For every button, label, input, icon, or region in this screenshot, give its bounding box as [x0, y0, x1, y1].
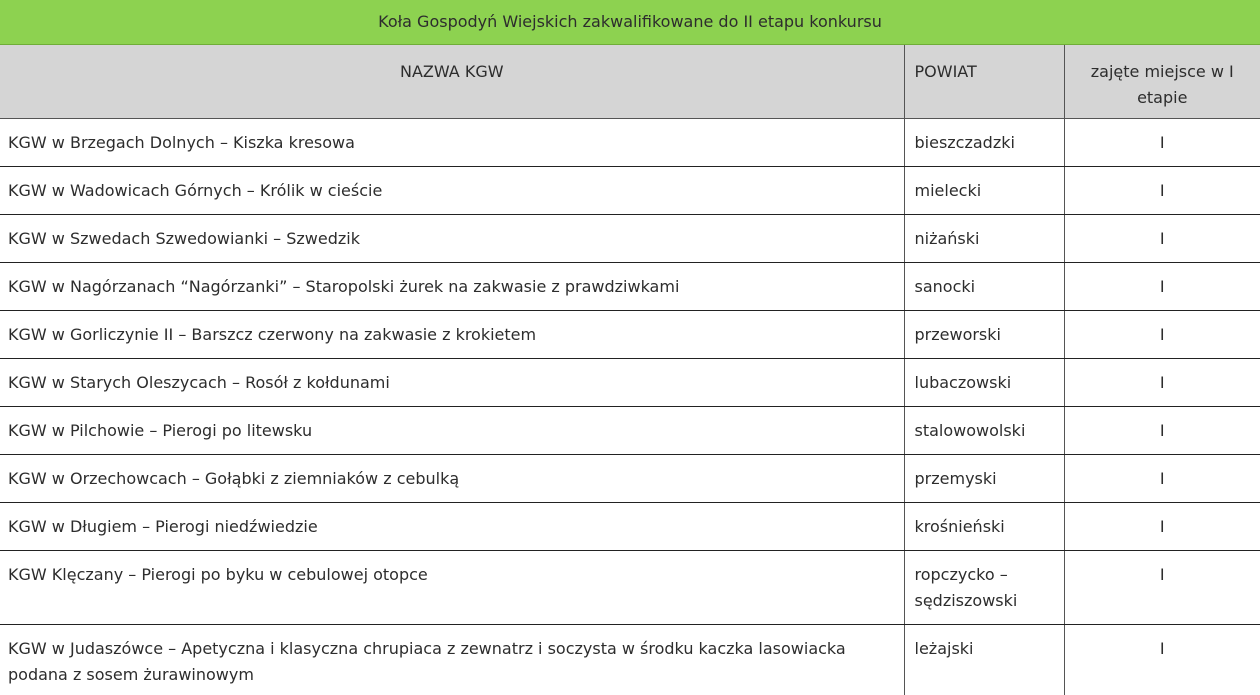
- cell-powiat: krośnieński: [904, 502, 1064, 550]
- cell-powiat: bieszczadzki: [904, 118, 1064, 166]
- header-powiat: POWIAT: [904, 45, 1064, 118]
- cell-powiat: sanocki: [904, 262, 1064, 310]
- cell-name: KGW w Orzechowcach – Gołąbki z ziemniaków z cebulką: [0, 454, 904, 502]
- cell-name: KGW w Nagórzanach “Nagórzanki” – Staropolski żurek na zakwasie z prawdziwkami: [0, 262, 904, 310]
- cell-powiat: leżajski: [904, 624, 1064, 695]
- cell-powiat: przeworski: [904, 310, 1064, 358]
- table-row: [0, 310, 1260, 358]
- table-row: [0, 214, 1260, 262]
- table-row: [0, 406, 1260, 454]
- cell-place: I: [1064, 550, 1260, 624]
- cell-powiat: lubaczowski: [904, 358, 1064, 406]
- cell-place: I: [1064, 262, 1260, 310]
- cell-powiat: ropczycko – sędziszowski: [904, 550, 1064, 624]
- cell-powiat: stalowowolski: [904, 406, 1064, 454]
- table-row: [0, 118, 1260, 166]
- cell-powiat: przemyski: [904, 454, 1064, 502]
- cell-name: KGW w Gorliczynie II – Barszcz czerwony na zakwasie z krokietem: [0, 310, 904, 358]
- cell-name: KGW w Brzegach Dolnych – Kiszka kresowa: [0, 118, 904, 166]
- table-caption: Koła Gospodyń Wiejskich zakwalifikowane do II etapu konkursu: [0, 0, 1260, 45]
- header-row: [0, 45, 1260, 118]
- cell-place: I: [1064, 214, 1260, 262]
- cell-place: I: [1064, 406, 1260, 454]
- table-row: [0, 358, 1260, 406]
- cell-place: I: [1064, 502, 1260, 550]
- cell-name: KGW w Długiem – Pierogi niedźwiedzie: [0, 502, 904, 550]
- cell-name: KGW w Starych Oleszycach – Rosół z kołdunami: [0, 358, 904, 406]
- cell-name: KGW w Pilchowie – Pierogi po litewsku: [0, 406, 904, 454]
- table-row: [0, 262, 1260, 310]
- table-row: [0, 454, 1260, 502]
- table-row: [0, 550, 1260, 624]
- cell-powiat: niżański: [904, 214, 1064, 262]
- cell-place: I: [1064, 166, 1260, 214]
- cell-place: I: [1064, 454, 1260, 502]
- cell-name: KGW w Szwedach Szwedowianki – Szwedzik: [0, 214, 904, 262]
- cell-place: I: [1064, 358, 1260, 406]
- cell-name: KGW Klęczany – Pierogi po byku w cebulowej otopce: [0, 550, 904, 624]
- header-name: NAZWA KGW: [0, 45, 904, 118]
- table-row: [0, 624, 1260, 695]
- cell-name: KGW w Wadowicach Górnych – Królik w cieście: [0, 166, 904, 214]
- cell-place: I: [1064, 624, 1260, 695]
- cell-name: KGW w Judaszówce – Apetyczna i klasyczna chrupiaca z zewnatrz i soczysta w środku kaczka lasowiacka podana z sosem żurawinowym: [0, 624, 904, 695]
- cell-powiat: mielecki: [904, 166, 1064, 214]
- cell-place: I: [1064, 310, 1260, 358]
- cell-place: I: [1064, 118, 1260, 166]
- table-row: [0, 166, 1260, 214]
- table-row: [0, 502, 1260, 550]
- header-place: zajęte miejsce w I etapie: [1064, 45, 1260, 118]
